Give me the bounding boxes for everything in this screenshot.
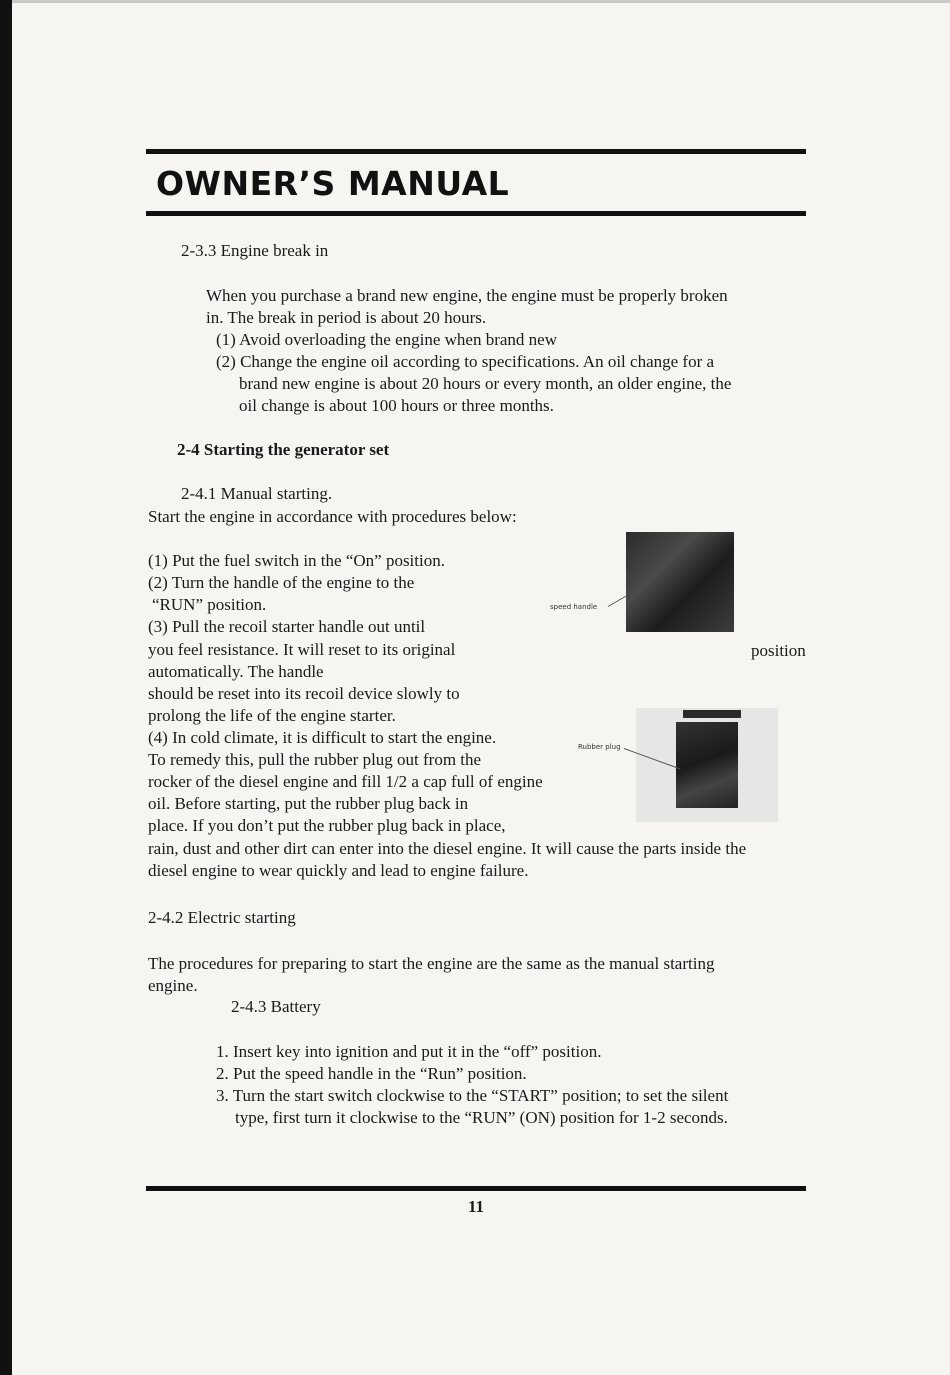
battery-step: 1. Insert key into ignition and put it in the “off” position.: [216, 1042, 602, 1061]
manual-step-line: oil. Before starting, put the rubber plug back in: [148, 794, 469, 813]
battery-heading: 2-4.3 Battery: [231, 997, 321, 1016]
header-rule-top: [146, 149, 806, 154]
manual-step-line: place. If you don’t put the rubber plug back in place,: [148, 816, 506, 835]
break-in-para-line-1: When you purchase a brand new engine, the engine must be properly broken: [206, 286, 728, 305]
manual-step-line: (4) In cold climate, it is difficult to start the engine.: [148, 728, 497, 747]
speed-handle-leader-line: [608, 595, 628, 607]
break-in-item-2-line-3: oil change is about 100 hours or three months.: [239, 396, 554, 415]
manual-step-line: prolong the life of the engine starter.: [148, 706, 396, 725]
manual-step-line: (3) Pull the recoil starter handle out until: [148, 617, 426, 636]
speed-handle-photo: [626, 532, 734, 632]
manual-step-line: (2) Turn the handle of the engine to the: [148, 573, 415, 592]
starting-section-heading: 2-4 Starting the generator set: [177, 440, 390, 459]
break-in-heading: 2-3.3 Engine break in: [181, 241, 329, 260]
electric-para-line-2: engine.: [148, 976, 198, 995]
battery-step: 2. Put the speed handle in the “Run” position.: [216, 1064, 527, 1083]
electric-para-line-1: The procedures for preparing to start the engine are the same as the manual starting: [148, 954, 715, 973]
page-title: OWNER’S MANUAL: [156, 164, 510, 203]
manual-step-line: diesel engine to wear quickly and lead to engine failure.: [148, 861, 529, 880]
manual-step-line: should be reset into its recoil device slowly to: [148, 684, 460, 703]
rubber-plug-photo: [676, 722, 738, 808]
page-edge-top: [0, 0, 950, 3]
manual-step-line: “RUN” position.: [152, 595, 267, 614]
battery-step: 3. Turn the start switch clockwise to the “START” position; to set the silent: [216, 1086, 729, 1105]
manual-starting-heading: 2-4.1 Manual starting.: [181, 484, 333, 503]
scan-edge-left: [0, 0, 12, 1375]
rubber-plug-photo-detail: [683, 710, 741, 718]
manual-step-line: you feel resistance. It will reset to its original: [148, 640, 456, 659]
manual-step-line: automatically. The handle: [148, 662, 324, 681]
manual-step-line: rocker of the diesel engine and fill 1/2 a cap full of engine: [148, 772, 543, 791]
manual-step-line: (1) Put the fuel switch in the “On” position.: [148, 551, 445, 570]
rubber-plug-callout: Rubber plug: [578, 743, 621, 751]
break-in-item-2-line-1: (2) Change the engine oil according to specifications. An oil change for a: [216, 352, 715, 371]
electric-starting-heading: 2-4.2 Electric starting: [148, 908, 296, 927]
manual-step-line: To remedy this, pull the rubber plug out from the: [148, 750, 482, 769]
speed-handle-callout: speed handle: [550, 603, 598, 611]
manual-step-line: rain, dust and other dirt can enter into the diesel engine. It will cause the parts inside the: [148, 839, 747, 858]
manual-starting-intro: Start the engine in accordance with procedures below:: [148, 507, 517, 526]
break-in-para-line-2: in. The break in period is about 20 hours.: [206, 308, 487, 327]
battery-step-continuation: type, first turn it clockwise to the “RUN” (ON) position for 1-2 seconds.: [235, 1108, 728, 1127]
position-word: position: [751, 641, 806, 660]
header-rule-bottom: [146, 211, 806, 216]
break-in-item-2-line-2: brand new engine is about 20 hours or every month, an older engine, the: [239, 374, 732, 393]
break-in-item-1: (1) Avoid overloading the engine when brand new: [216, 330, 558, 349]
footer-rule: [146, 1186, 806, 1191]
page-number: 11: [468, 1197, 485, 1216]
